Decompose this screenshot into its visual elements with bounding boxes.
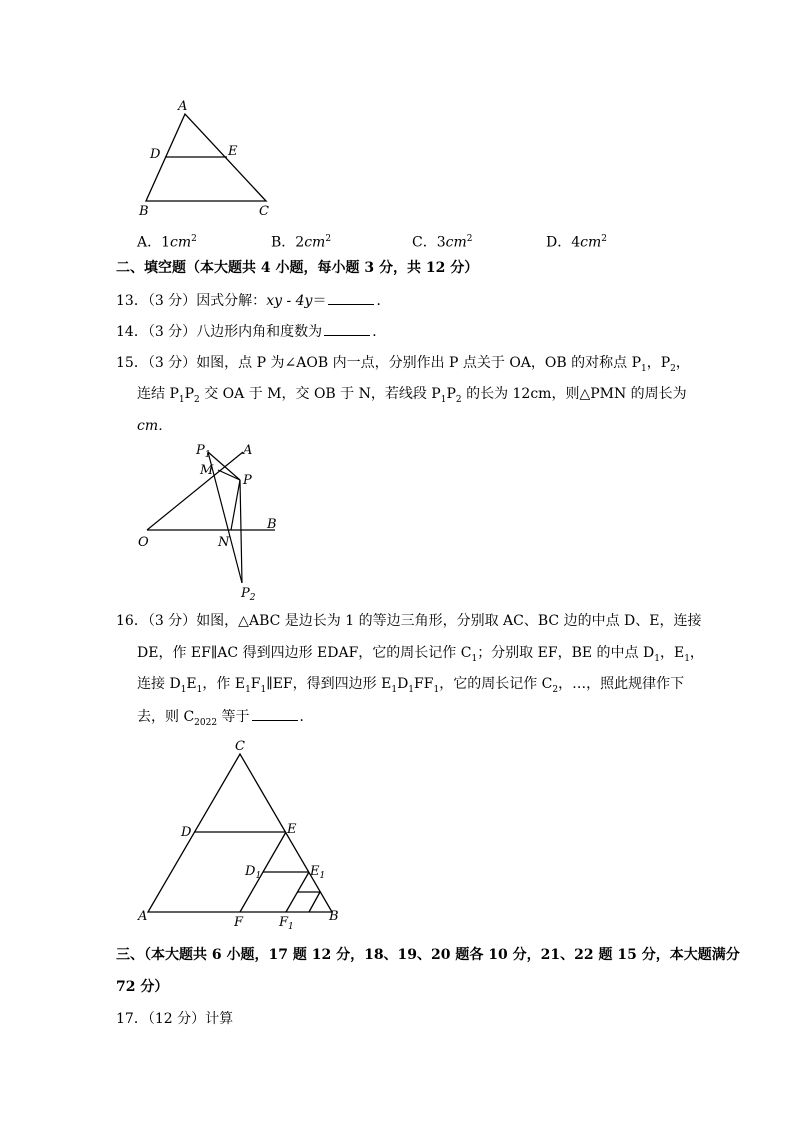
answer-blank[interactable] [252,706,298,721]
label-a: A [138,909,148,924]
label-p: P [243,473,252,488]
subscript: 2 [194,394,200,405]
question-16-line-3 [137,674,684,700]
question-text: E [186,676,197,692]
label-e: E [287,822,297,837]
label-n: N [218,535,230,550]
label-e1: $E_1$ [310,864,326,881]
option-exp: 2 [325,234,332,244]
question-text: 交 OA 于 M，交 OB 于 N，若线段 P [199,386,441,402]
segment-e2f2 [309,892,320,912]
segment-pn [231,480,240,530]
question-score: （3 分） [147,355,197,371]
option-value: 2 [295,234,305,251]
period: ． [299,709,314,725]
question-text: F [250,676,261,692]
triangle-abc [148,754,332,912]
question-text: ，…，照此规律作下 [558,676,685,692]
question-text: ，作 E [202,676,246,692]
equals-sign: ＝ [312,293,327,309]
label-f1: $F_1$ [279,915,294,932]
question-number: 17． [116,1011,148,1027]
period: ． [372,324,387,340]
option-d[interactable] [546,229,607,253]
label-c: C [259,204,269,219]
figure-q16 [130,736,350,932]
option-unit: cm [580,234,602,251]
option-unit: cm [445,234,467,251]
subscript: 1 [641,363,647,374]
question-text: 去，则 C [137,709,195,725]
subscript: 1 [196,684,203,695]
question-score: （12 分） [147,1011,206,1027]
question-text: ；分别取 EF，BE 的中点 D [477,645,655,661]
subscript: 1 [408,684,415,695]
ray-oa [147,452,243,530]
option-value: 4 [571,234,581,251]
question-number: 16． [116,613,148,629]
question-text: 因式分解： [196,293,267,309]
answer-blank[interactable] [324,321,370,336]
question-text: 如图，点 P 为∠AOB 内一点，分别作出 P 点关于 OA，OB 的对称点 P [196,355,642,371]
label-e: E [228,144,238,159]
question-14 [116,321,386,342]
answer-blank[interactable] [328,290,374,305]
subscript: 1 [440,394,447,405]
section-2-heading: 二、填空题（本大题共 4 小题，每小题 3 分，共 12 分） [116,260,479,276]
option-letter: A． [137,234,162,251]
option-exp: 2 [466,234,473,244]
question-expression: xy - 4y [266,293,313,309]
subscript: 2 [455,394,462,405]
label-p2: $P_2$ [241,586,256,603]
question-text: ， [689,645,704,661]
question-text: 连接 D [137,676,181,692]
label-o: O [138,535,149,550]
subscript: 2 [670,363,676,374]
question-score: （3 分） [147,324,197,340]
option-c[interactable] [412,229,473,253]
question-text: FF [414,676,434,692]
question-text: P [184,386,195,402]
question-text: 连结 P [137,386,179,402]
question-17 [116,1009,233,1029]
subscript: 1 [178,394,185,405]
label-d: D [150,147,161,162]
question-15-line-3: cm． [137,418,173,434]
label-c: C [235,739,245,754]
label-b: B [267,517,277,532]
label-b: B [139,204,149,219]
segment-mp [218,470,240,480]
question-text: 的长为 12cm，则△PMN 的周长为 [461,386,687,402]
question-number: 13． [116,293,148,309]
question-text: ，P [646,355,671,371]
subscript: 1 [654,653,660,664]
question-text: ， [675,355,690,371]
option-value: 1 [161,234,171,251]
label-a: A [178,99,188,114]
option-a[interactable] [137,229,197,253]
option-value: 3 [436,234,446,251]
option-letter: C． [412,234,437,251]
question-15-line-1 [116,353,690,379]
label-f: F [234,915,244,930]
option-unit: cm [170,234,192,251]
question-score: （3 分） [147,293,197,309]
subscript: 2022 [194,717,218,728]
subscript: 2 [552,684,559,695]
label-b: B [329,909,339,924]
question-16-line-4 [137,706,314,733]
subscript: 1 [471,653,478,664]
subscript: 1 [245,684,251,695]
option-b[interactable] [271,229,331,253]
section-3-heading-line-1: 三、（本大题共 6 小题，17 题 12 分，18、19、20 题各 10 分，21、22 题 15 分，本大题满分 [116,947,740,963]
question-15-line-2 [137,384,687,410]
subscript: 1 [433,684,440,695]
question-text: 八边形内角和度数为 [196,324,323,340]
question-text: ，E [659,645,685,661]
question-text: 等于 [217,709,250,725]
question-text: 如图，△ABC 是边长为 1 的等边三角形，分别取 AC、BC 边的中点 D、E，连接 [196,613,702,629]
option-unit: cm [304,234,326,251]
option-letter: B． [271,234,296,251]
option-exp: 2 [601,234,608,244]
label-d: D [181,825,192,840]
question-number: 14． [116,324,148,340]
question-text: DE，作 EF∥AC 得到四边形 EDAF，它的周长记作 C [137,645,472,661]
question-text: ，它的周长记作 C [439,676,553,692]
subscript: 1 [180,684,187,695]
period: ． [376,293,391,309]
label-d1: $D_1$ [245,864,262,881]
section-3-heading-line-2: 72 分） [116,979,169,995]
question-13 [116,290,390,311]
subscript: 1 [391,684,398,695]
question-text: D [397,676,409,692]
question-text: P [446,386,456,402]
question-16-line-1 [116,611,701,631]
figure-q12 [130,95,280,220]
question-text: ∥EF，得到四边形 E [266,676,392,692]
subscript: 1 [260,684,267,695]
subscript: 1 [684,653,690,664]
label-m: M [200,463,214,478]
segment-pp2 [240,480,242,583]
question-number: 15． [116,355,148,371]
figure-q15 [130,438,290,608]
question-text: 计算 [205,1011,234,1027]
question-score: （3 分） [147,613,197,629]
option-exp: 2 [191,234,197,244]
label-a: A [243,443,253,458]
question-16-line-2 [137,643,704,669]
label-p1: $P_1$ [196,443,211,460]
option-letter: D． [546,234,572,251]
